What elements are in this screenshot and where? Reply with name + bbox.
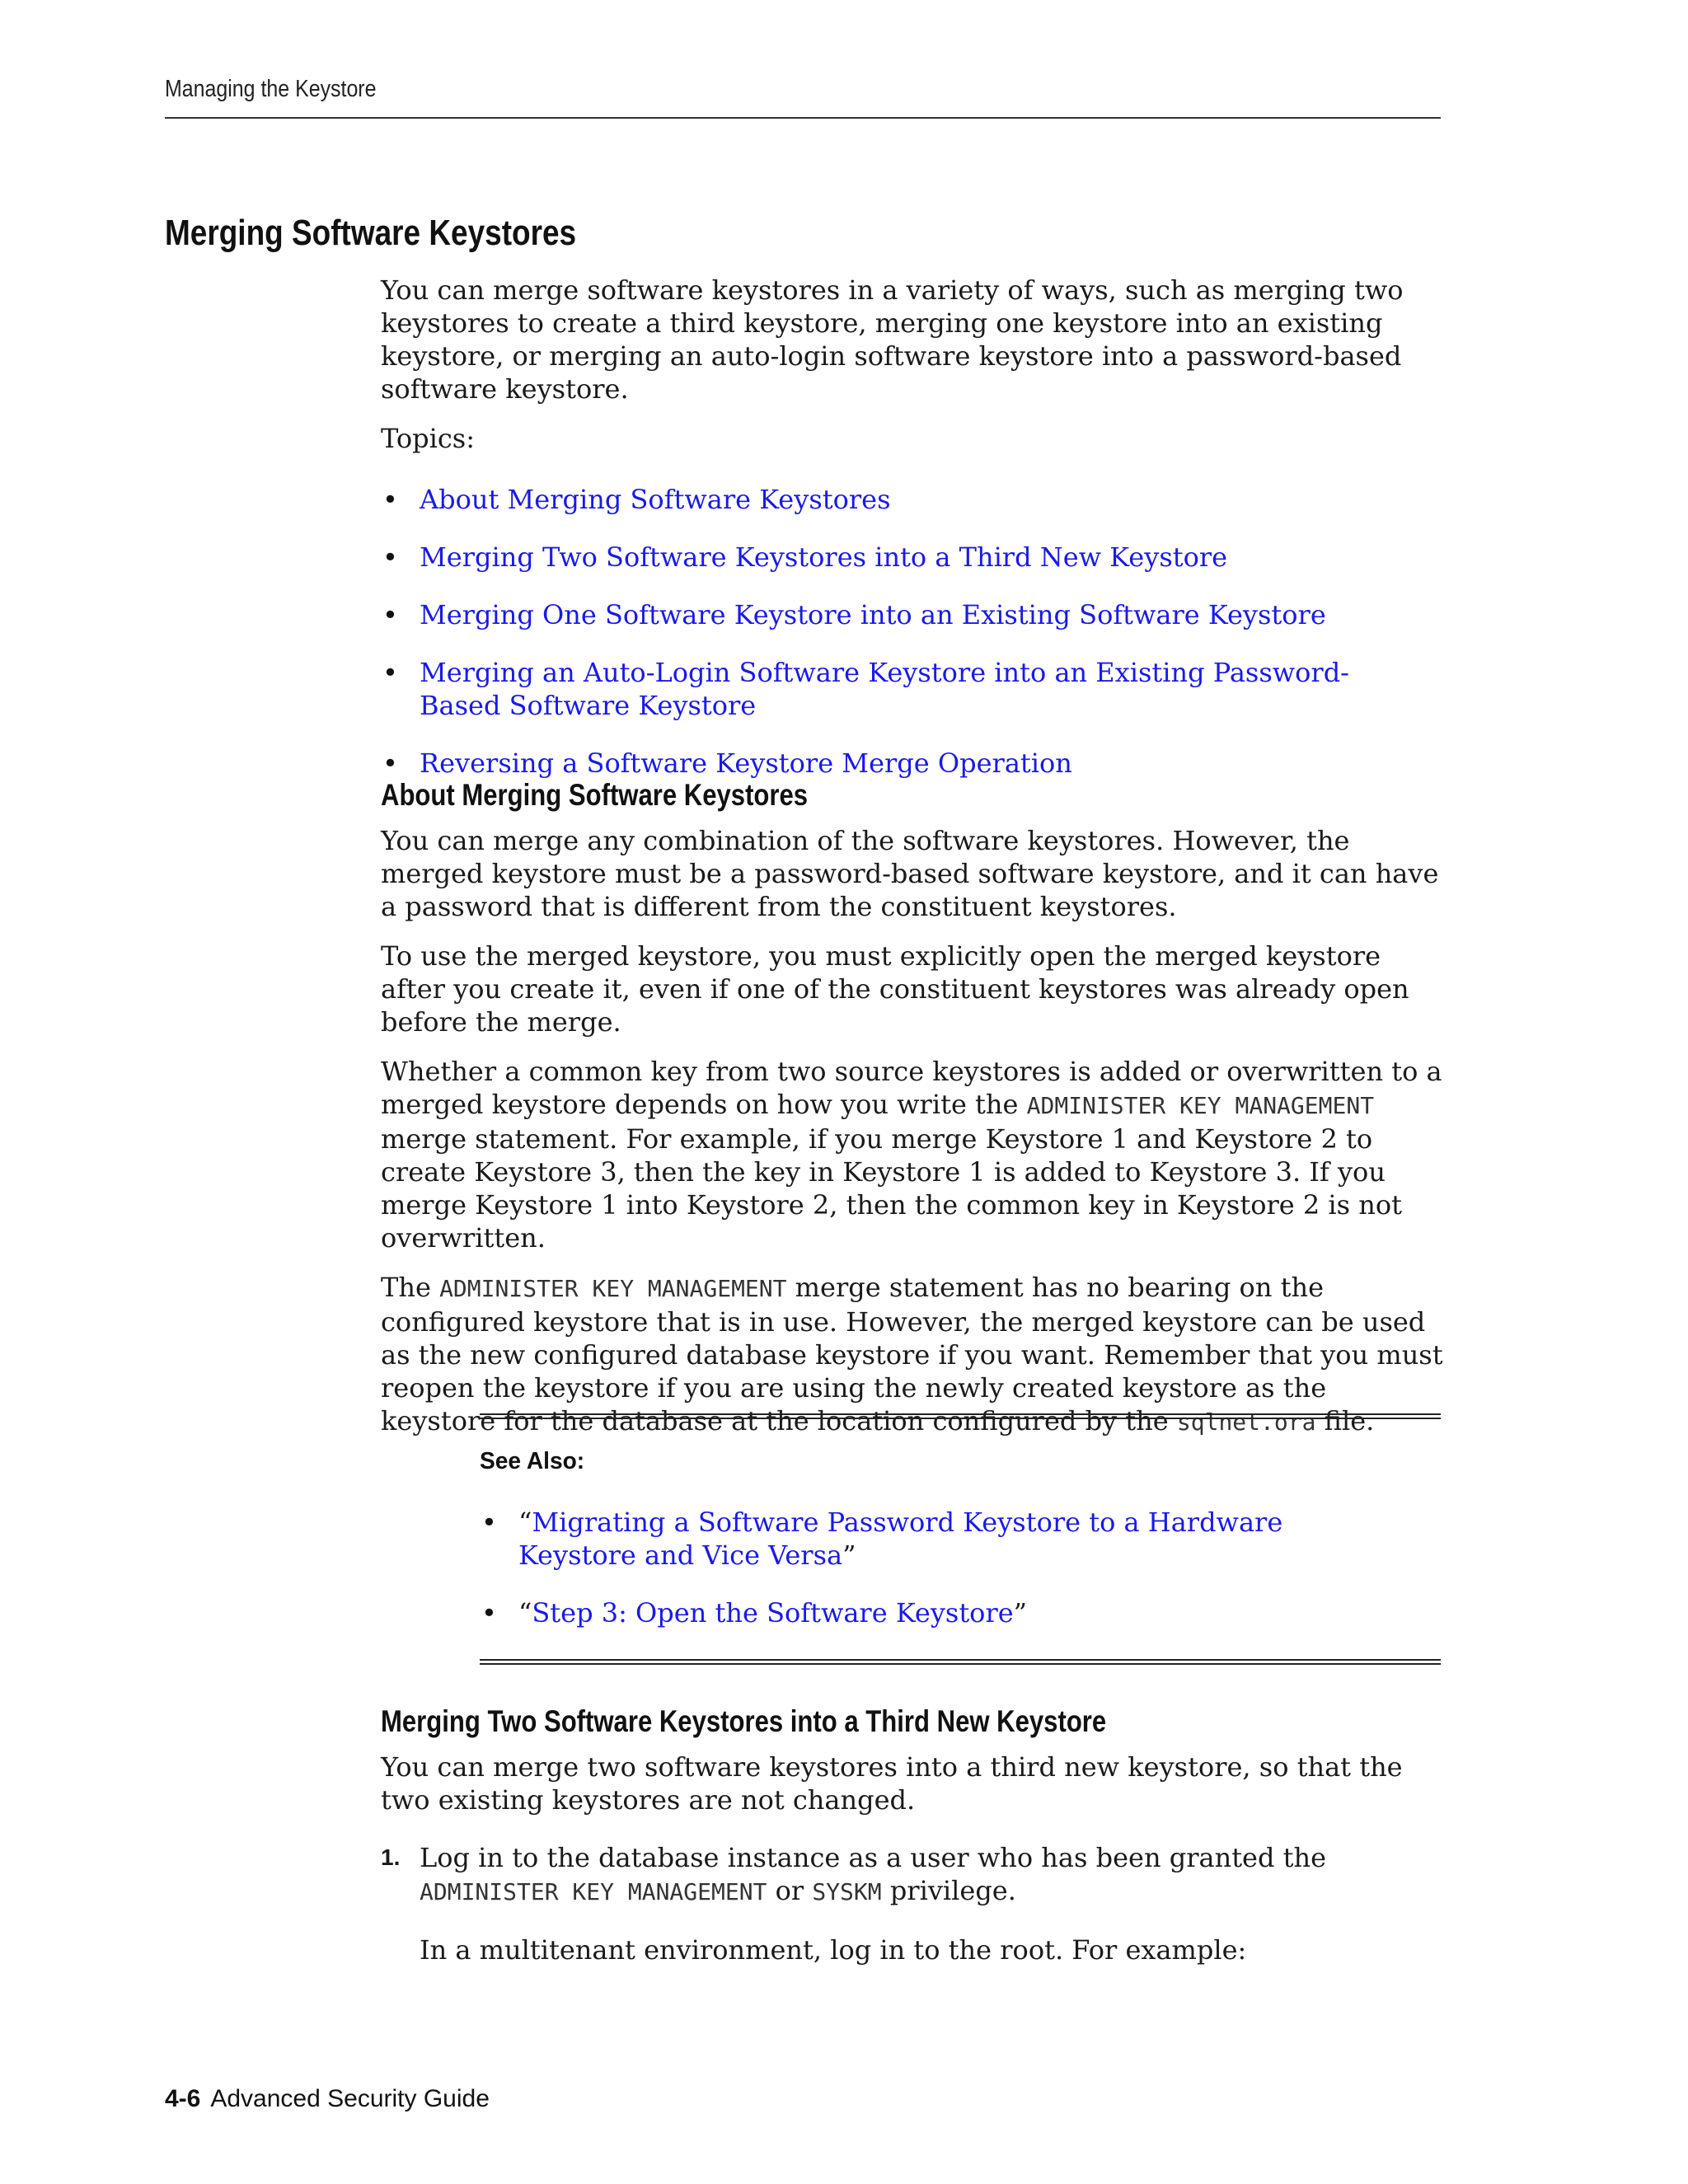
footer-title: Advanced Security Guide (210, 2085, 490, 2112)
see-also-list (480, 1506, 1441, 1629)
running-header: Managing the Keystore (165, 76, 377, 102)
intro-paragraph: You can merge software keystores in a variety of ways, such as merging two keystores to create a third keystore, merging one keystore into an existing keystore, or merging an auto-login software keystore into a password-based software keystore. (381, 274, 1404, 405)
code-administer-key-management: ADMINISTER KEY MANAGEMENT (420, 1878, 767, 1905)
code-administer-key-management: ADMINISTER KEY MANAGEMENT (439, 1275, 787, 1302)
bullet-icon: • (481, 1597, 497, 1629)
list-item: • “Migrating a Software Password Keystore to a Hardware Keystore and Vice Versa” (481, 1507, 1283, 1571)
see-also-bottom-rule (480, 1659, 1441, 1665)
topic-link-merging-one[interactable]: Merging One Software Keystore into an Existing Software Keystore (420, 599, 1326, 630)
see-also-box (480, 1413, 1441, 1669)
step-note: In a multitenant environment, log in to the root. For example: (420, 1934, 1247, 1966)
see-also-link-step-3[interactable]: Step 3: Open the Software Keystore (532, 1597, 1014, 1629)
merging-two-section (381, 1704, 1444, 1966)
bullet-icon: • (382, 657, 398, 688)
topic-link-reversing[interactable]: Reversing a Software Keystore Merge Operation (420, 748, 1072, 779)
list-item (381, 656, 1444, 722)
page-title: Merging Software Keystores (165, 213, 577, 253)
topics-label: Topics: (381, 423, 475, 454)
bullet-icon: • (382, 748, 398, 779)
page-footer (165, 2085, 490, 2113)
see-also-title: See Also: (480, 1448, 585, 1474)
bullet-icon: • (382, 541, 398, 573)
bullet-icon: • (481, 1507, 497, 1538)
list-item (381, 747, 1444, 780)
step-number: 1. (381, 1844, 401, 1870)
see-also-link-migrating[interactable]: Migrating a Software Password Keystore to a Hardware Keystore and Vice Versa (518, 1507, 1283, 1571)
bullet-icon: • (382, 599, 398, 630)
page-number: 4-6 (165, 2085, 201, 2112)
about-section (381, 778, 1444, 1439)
header-rule (165, 117, 1441, 119)
bullet-icon: • (382, 484, 398, 515)
merging-two-heading: Merging Two Software Keystores into a Third New Keystore (381, 1704, 1107, 1738)
code-administer-key-management: ADMINISTER KEY MANAGEMENT (1026, 1092, 1375, 1119)
see-also-top-rule (480, 1413, 1441, 1419)
topics-list (381, 483, 1444, 780)
about-paragraph-2: To use the merged keystore, you must explicitly open the merged keystore after you create it, even if one of the constituent keystores was already open before the merge. (381, 940, 1409, 1038)
list-item (381, 483, 1444, 516)
about-paragraph-4: The ADMINISTER KEY MANAGEMENT merge statement has no bearing on the configured keystore that is in use. However, the merged keystore can be used as the new configured database keystore if you want. Remember that you must reopen the keystore if you are using the newly created keystore as the keystore for the database at the location configured by the sqlnet.ora file. (381, 1272, 1443, 1436)
code-syskm: SYSKM (812, 1878, 882, 1905)
about-paragraph-1: You can merge any combination of the software keystores. However, the merged keystore must be a password-based software keystore, and it can have a password that is different from the constituent keystores. (381, 825, 1439, 922)
list-item (381, 541, 1444, 574)
code-sqlnet-ora: sqlnet.ora (1176, 1408, 1316, 1436)
steps-list (381, 1841, 1444, 1966)
about-paragraph-3: Whether a common key from two source keystores is added or overwritten to a merged keystore depends on how you write the ADMINISTER KEY MANAGEMENT merge statement. For example, if you merge Keystore 1 and Keystore 2 to create Keystore 3, then the key in Keystore 1 is added to Keystore 3. If you merge Keystore 1 into Keystore 2, then the common key in Keystore 2 is not overwritten. (381, 1056, 1442, 1254)
topic-link-merging-two[interactable]: Merging Two Software Keystores into a Third New Keystore (420, 541, 1228, 573)
about-heading: About Merging Software Keystores (381, 778, 809, 812)
step-item: 1. Log in to the database instance as a user who has been granted the ADMINISTER KEY MANAGEMENT or SYSKM privilege. In a multitenant environment, log in to the root. For example: (381, 1841, 1444, 1966)
merging-two-intro: You can merge two software keystores into a third new keystore, so that the two existing keystores are not changed. (381, 1751, 1403, 1816)
topic-link-about[interactable]: About Merging Software Keystores (420, 484, 891, 515)
intro-section (381, 274, 1444, 780)
topic-link-auto-login[interactable]: Merging an Auto-Login Software Keystore into an Existing Password-Based Software Keystore (420, 657, 1349, 721)
list-item: • “Step 3: Open the Software Keystore” (481, 1597, 1028, 1629)
list-item (381, 598, 1444, 631)
